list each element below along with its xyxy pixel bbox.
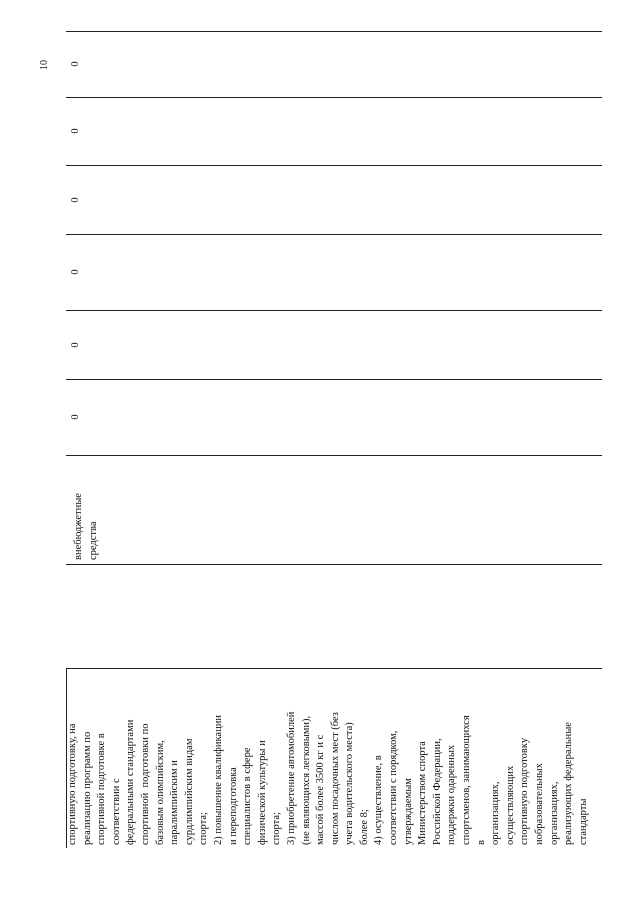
row-divider <box>66 310 602 311</box>
row-divider <box>66 379 602 380</box>
value-cell: 0 <box>70 342 81 348</box>
table-top-border <box>66 31 602 32</box>
funding-source-cell: внебюджетные средства <box>73 493 99 560</box>
page-number: 10 <box>39 60 50 70</box>
value-cell: 0 <box>70 128 81 134</box>
row-divider <box>66 668 602 669</box>
value-cell: 0 <box>70 197 81 203</box>
row-divider <box>66 455 602 456</box>
row-divider <box>66 234 602 235</box>
row-divider <box>66 165 602 166</box>
value-cell: 0 <box>70 269 81 275</box>
value-cell: 0 <box>70 414 81 420</box>
row-divider <box>66 564 602 565</box>
value-cell: 0 <box>70 61 81 67</box>
activity-description-cell: спортивную подготовку, на реализацию программ по спортивной подготовке в соответствии с федеральными стандартами спортивной подготовки по базовым олимпийским, паралимпийским и сурдлимпийским видам спорта; 2) повышение квалификации и переподготовка специалистов в сфере физической культуры и спорта; 3) приобретение автомобилей (не являющихся легковыми), массой более 3500 кг и с числом посадочных мест (без учета водительского места) более 8; 4) осуществление, в соответствии с порядком, утверждаемым Министерством спорта Российской Федерации, поддержки одаренных спортсменов, занимающихся в организациях, осуществляющих спортивную подготовку иобразовательных организациях, реализующих федеральные стандарты <box>67 711 589 845</box>
row-divider <box>66 97 602 98</box>
